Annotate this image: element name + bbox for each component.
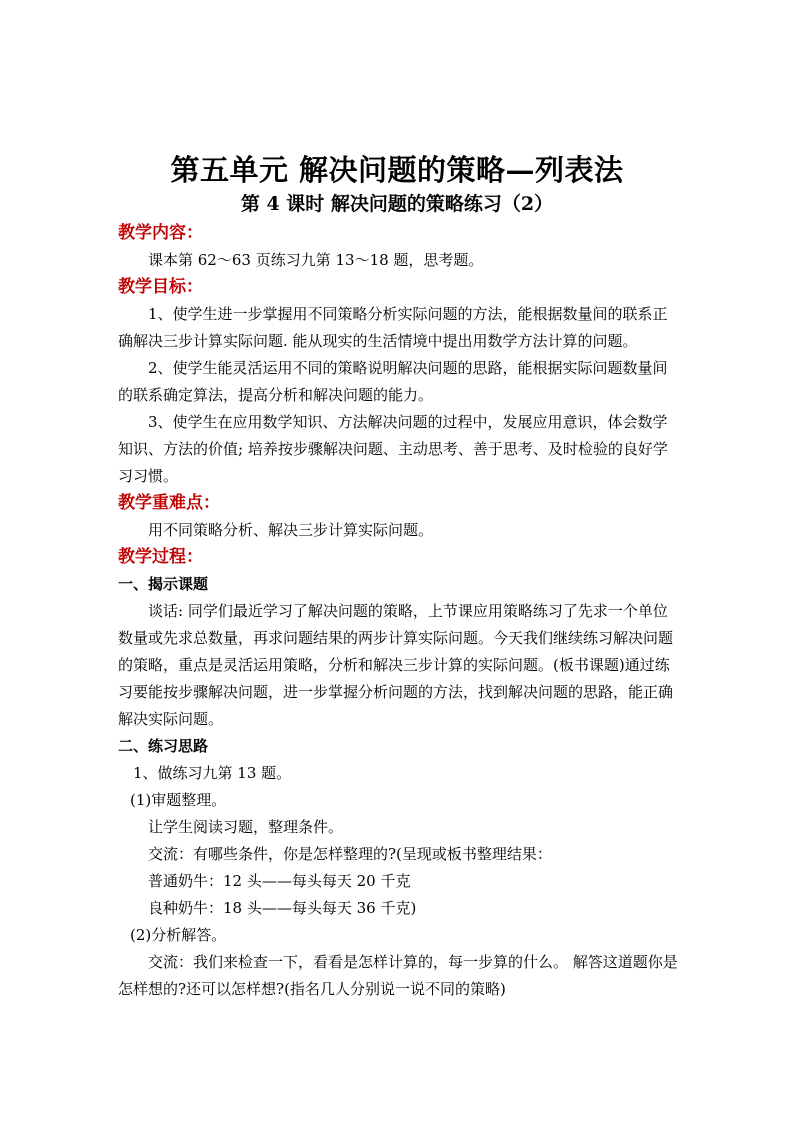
key-points-paragraph: 用不同策略分析、解决三步计算实际问题。 bbox=[148, 521, 434, 539]
section-heading-process: 教学过程： bbox=[118, 547, 203, 567]
document-title: 第五单元 解决问题的策略—列表法 bbox=[170, 153, 624, 187]
exercise-step-1b: 交流：有哪些条件，你是怎样整理的?(呈现或板书整理结果： bbox=[148, 845, 552, 863]
section-heading-goals: 教学目标： bbox=[118, 277, 203, 297]
exercise-step-1: (1)审题整理。 bbox=[130, 791, 227, 809]
goal-item-3: 3、使学生在应用数学知识、方法解决问题的过程中，发展应用意识，体会数学知识、方法的价值; 培养按步骤解决问题、主动思考、善于思考、及时检验的良好学习习惯。 bbox=[118, 413, 668, 485]
content-paragraph: 课本第 62～63 页练习九第 13～18 题，思考题。 bbox=[148, 251, 484, 269]
process-part1-heading: 一、揭示课题 bbox=[118, 575, 209, 593]
goal-item-1: 1、使学生进一步掌握用不同策略分析实际问题的方法，能根据数量间的联系正确解决三步计算实际问题. 能从现实的生活情境中提出用数学方法计算的问题。 bbox=[118, 305, 668, 350]
exercise-step-1a: 让学生阅读习题，整理条件。 bbox=[148, 818, 344, 836]
exercise-line-1: 普通奶牛：12 头——每头每天 20 千克 bbox=[148, 872, 411, 890]
exercise-item-1: 1、做练习九第 13 题。 bbox=[133, 764, 292, 782]
exercise-line-2: 良种奶牛：18 头——每头每天 36 千克) bbox=[148, 899, 417, 917]
section-heading-key-points: 教学重难点： bbox=[118, 493, 220, 513]
exercise-step-2a: 交流：我们来检查一下，看看是怎样计算的，每一步算的什么。 解答这道题你是怎样想的?还可以怎样想?(指名几人分别说一说不同的策略) bbox=[118, 953, 678, 998]
document-body bbox=[118, 220, 678, 1003]
goal-item-2: 2、使学生能灵活运用不同的策略说明解决问题的思路，能根据实际问题数量间的联系确定算法，提高分析和解决问题的能力。 bbox=[118, 359, 668, 404]
document-subtitle: 第 4 课时 解决问题的策略练习（2） bbox=[240, 193, 554, 215]
exercise-step-2: (2)分析解答。 bbox=[130, 926, 227, 944]
process-part2-heading: 二、练习思路 bbox=[118, 737, 209, 755]
section-heading-content: 教学内容： bbox=[118, 223, 203, 243]
process-part1-paragraph: 谈话: 同学们最近学习了解决问题的策略，上节课应用策略练习了先求一个单位数量或先求总数量，再求问题结果的两步计算实际问题。今天我们继续练习解决问题的策略，重点是灵活运用策略，分析和解决三步计算的实际问题。(板书课题)通过练习要能按步骤解决问题，进一步掌握分析问题的方法，找到解决问题的思路，能正确解决实际问题。 bbox=[118, 602, 674, 728]
